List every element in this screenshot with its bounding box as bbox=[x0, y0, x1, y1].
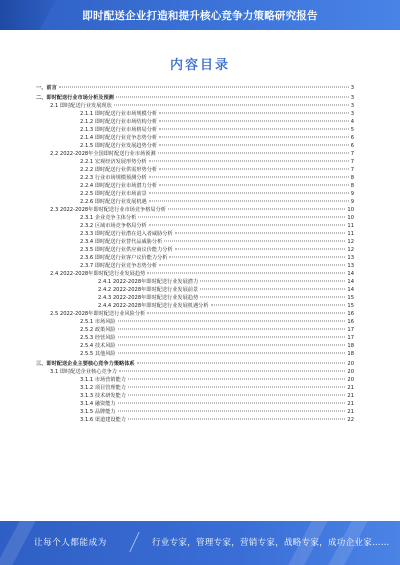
toc-leader-dots bbox=[159, 145, 349, 146]
toc-leader-dots bbox=[200, 297, 345, 298]
toc-entry-page: 14 bbox=[347, 271, 354, 277]
toc-entry-label: 二、即时配送行业市场分析及预测 bbox=[36, 95, 114, 101]
toc-leader-dots bbox=[147, 273, 345, 274]
toc-leader-dots bbox=[147, 313, 345, 314]
toc-entry-page: 16 bbox=[347, 311, 354, 317]
toc-entry[interactable] bbox=[36, 400, 354, 408]
toc-entry[interactable] bbox=[36, 254, 354, 262]
toc-entry[interactable] bbox=[36, 286, 354, 294]
toc-entry[interactable] bbox=[36, 334, 354, 342]
toc-entry-page: 21 bbox=[347, 409, 354, 415]
toc-leader-dots bbox=[175, 233, 346, 234]
toc-entry-page: 22 bbox=[347, 417, 354, 423]
toc-leader-dots bbox=[175, 249, 346, 250]
toc-entry[interactable] bbox=[36, 318, 354, 326]
toc-entry[interactable] bbox=[36, 222, 354, 230]
toc-entry[interactable] bbox=[36, 190, 354, 198]
toc-entry-page: 5 bbox=[350, 127, 354, 133]
toc-entry-label: 三、即时配送企业主要核心竞争力策略体系 bbox=[36, 361, 135, 367]
toc-entry-label: 3.1 即时配送企业核心竞争力 bbox=[50, 369, 117, 375]
toc-entry[interactable] bbox=[36, 166, 354, 174]
toc-entry-page: 9 bbox=[350, 191, 354, 197]
toc-entry-page: 3 bbox=[350, 95, 354, 101]
toc-entry[interactable] bbox=[36, 126, 354, 134]
toc-entry[interactable] bbox=[36, 278, 354, 286]
toc-entry-page: 3 bbox=[350, 85, 354, 91]
toc-entry-page: 10 bbox=[347, 207, 354, 213]
toc-entry-page: 11 bbox=[347, 223, 354, 229]
toc-entry-label: 3.1.1 市场营销能力 bbox=[80, 377, 126, 383]
toc-entry-label: 3.1.2 项目管理能力 bbox=[80, 385, 126, 391]
toc-entry-label: 2.4.1 2022-2028年即时配送行业发展潜力 bbox=[98, 279, 199, 285]
toc-entry-page: 20 bbox=[347, 361, 354, 367]
toc-entry-page: 18 bbox=[347, 351, 354, 357]
toc-entry-page: 9 bbox=[350, 199, 354, 205]
toc-leader-dots bbox=[116, 97, 349, 98]
toc-entry[interactable] bbox=[36, 142, 354, 150]
toc-leader-dots bbox=[149, 201, 349, 202]
toc-entry-page: 3 bbox=[350, 103, 354, 109]
toc-entry-label: 2.2.5 即时配送行业市场前景 bbox=[80, 191, 147, 197]
toc-leader-dots bbox=[128, 395, 345, 396]
toc-entry[interactable] bbox=[36, 270, 354, 278]
toc-entry-label: 2.5.1 市场风险 bbox=[80, 319, 116, 325]
toc-entry-page: 3 bbox=[350, 111, 354, 117]
toc-leader-dots bbox=[118, 329, 346, 330]
toc-entry-label: 2.2.6 即时配送行业发展机遇 bbox=[80, 199, 147, 205]
toc-entry-page: 7 bbox=[350, 159, 354, 165]
toc-entry-page: 10 bbox=[347, 215, 354, 221]
toc-entry[interactable] bbox=[36, 376, 354, 384]
toc-entry[interactable] bbox=[36, 368, 354, 376]
toc-leader-dots bbox=[128, 379, 345, 380]
toc-entry[interactable] bbox=[36, 238, 354, 246]
toc-entry-label: 2.1.5 即时配送行业发展趋势分析 bbox=[80, 143, 158, 149]
toc-entry[interactable] bbox=[36, 84, 354, 92]
toc-entry-page: 15 bbox=[347, 303, 354, 309]
toc-entry-label: 一、前言 bbox=[36, 85, 57, 91]
toc-entry[interactable] bbox=[36, 392, 354, 400]
footer-slogan-right: 行业专家，管理专家，营销专家，战略专家，成功企业家…… bbox=[152, 538, 390, 548]
toc-leader-dots bbox=[169, 257, 345, 258]
toc-entry-page: 14 bbox=[347, 279, 354, 285]
toc-entry-page: 21 bbox=[347, 385, 354, 391]
toc-entry-page: 20 bbox=[347, 369, 354, 375]
toc-leader-dots bbox=[200, 281, 345, 282]
toc-entry-page: 14 bbox=[347, 287, 354, 293]
toc-entry-page: 8 bbox=[350, 183, 354, 189]
toc-entry-label: 2.5 2022-2028年即时配送行业风险分析 bbox=[50, 311, 146, 317]
toc-entry[interactable] bbox=[36, 360, 354, 368]
toc-entry-label: 2.1.1 即时配送行业市场规模分析 bbox=[80, 111, 158, 117]
toc-leader-dots bbox=[118, 321, 346, 322]
toc-entry-page: 17 bbox=[347, 335, 354, 341]
header-banner bbox=[0, 0, 400, 30]
toc-entry[interactable] bbox=[36, 384, 354, 392]
toc-leader-dots bbox=[158, 153, 349, 154]
toc-leader-dots bbox=[159, 129, 349, 130]
toc-leader-dots bbox=[137, 363, 346, 364]
toc-entry-page: 18 bbox=[347, 343, 354, 349]
toc-entry[interactable] bbox=[36, 302, 354, 310]
toc-entry-label: 2.3.4 即时配送行业替代品威胁分析 bbox=[80, 239, 163, 245]
toc-leader-dots bbox=[159, 121, 349, 122]
footer-stripe bbox=[0, 521, 36, 565]
toc-leader-dots bbox=[159, 137, 349, 138]
toc-leader-dots bbox=[118, 337, 346, 338]
toc-entry[interactable] bbox=[36, 198, 354, 206]
toc-entry[interactable] bbox=[36, 350, 354, 358]
toc-entry[interactable] bbox=[36, 326, 354, 334]
toc-leader-dots bbox=[128, 387, 345, 388]
toc-entry-page: 6 bbox=[350, 143, 354, 149]
table-of-contents bbox=[36, 84, 354, 424]
toc-leader-dots bbox=[119, 371, 345, 372]
toc-entry-label: 2.3.2 区域市场竞争格局分析 bbox=[80, 223, 147, 229]
toc-leader-dots bbox=[114, 105, 349, 106]
toc-entry-page: 12 bbox=[347, 247, 354, 253]
toc-entry-label: 2.3.5 即时配送行业供应商议价能力分析 bbox=[80, 247, 173, 253]
toc-entry-page: 15 bbox=[347, 295, 354, 301]
toc-entry-label: 2.1.3 即时配送行业市场格局分析 bbox=[80, 127, 158, 133]
toc-entry-label: 2.3.3 即时配送行业潜在进入者威胁分析 bbox=[80, 231, 173, 237]
toc-entry[interactable] bbox=[36, 262, 354, 270]
toc-entry-page: 7 bbox=[350, 151, 354, 157]
toc-entry-label: 2.2.1 宏观经济发展形势分析 bbox=[80, 159, 147, 165]
toc-entry-page: 13 bbox=[347, 263, 354, 269]
toc-entry-label: 3.1.3 技术研发能力 bbox=[80, 393, 126, 399]
toc-leader-dots bbox=[211, 305, 346, 306]
toc-entry-label: 2.3 2022-2028年即时配送行业市场竞争格局分析 bbox=[50, 207, 166, 213]
toc-leader-dots bbox=[149, 225, 346, 226]
toc-leader-dots bbox=[118, 345, 346, 346]
toc-entry-label: 2.2.3 行业市场规模预测分析 bbox=[80, 175, 147, 181]
toc-entry-page: 20 bbox=[347, 377, 354, 383]
toc-leader-dots bbox=[128, 419, 345, 420]
toc-entry[interactable] bbox=[36, 294, 354, 302]
toc-entry-page: 21 bbox=[347, 401, 354, 407]
toc-entry-label: 2.5.5 其他风险 bbox=[80, 351, 116, 357]
toc-entry-page: 21 bbox=[347, 393, 354, 399]
toc-entry[interactable] bbox=[36, 310, 354, 318]
toc-leader-dots bbox=[149, 161, 349, 162]
toc-entry-page: 13 bbox=[347, 255, 354, 261]
toc-leader-dots bbox=[59, 87, 349, 88]
toc-entry-label: 2.5.2 政策风险 bbox=[80, 327, 116, 333]
toc-leader-dots bbox=[159, 185, 349, 186]
toc-entry-label: 2.4.2 2022-2028年即时配送行业发展前景 bbox=[98, 287, 199, 293]
toc-entry[interactable] bbox=[36, 408, 354, 416]
toc-entry-label: 3.1.6 渠道建设能力 bbox=[80, 417, 126, 423]
toc-entry[interactable] bbox=[36, 206, 354, 214]
toc-leader-dots bbox=[159, 113, 349, 114]
header-decoration bbox=[0, 0, 56, 30]
toc-leader-dots bbox=[118, 353, 346, 354]
toc-entry-page: 16 bbox=[347, 319, 354, 325]
toc-leader-dots bbox=[118, 403, 346, 404]
toc-entry-label: 2.1.2 即时配送行业市场结构分析 bbox=[80, 119, 158, 125]
toc-entry-label: 3.1.4 融资能力 bbox=[80, 401, 116, 407]
toc-entry-label: 2.3.1 企业竞争主体分析 bbox=[80, 215, 137, 221]
toc-leader-dots bbox=[149, 193, 349, 194]
toc-entry[interactable] bbox=[36, 150, 354, 158]
footer-divider bbox=[129, 532, 148, 552]
toc-entry-label: 2.2.2 即时配送行业供需形势分析 bbox=[80, 167, 158, 173]
toc-entry-page: 6 bbox=[350, 135, 354, 141]
toc-entry[interactable] bbox=[36, 158, 354, 166]
toc-entry[interactable] bbox=[36, 174, 354, 182]
toc-leader-dots bbox=[200, 289, 345, 290]
toc-entry-label: 2.5.3 经营风险 bbox=[80, 335, 116, 341]
toc-leader-dots bbox=[118, 411, 346, 412]
toc-entry[interactable] bbox=[36, 416, 354, 424]
toc-leader-dots bbox=[168, 209, 345, 210]
toc-entry-label: 2.1 即时配送行业发展现状 bbox=[50, 103, 112, 109]
toc-entry[interactable] bbox=[36, 342, 354, 350]
toc-entry[interactable] bbox=[36, 134, 354, 142]
toc-entry[interactable] bbox=[36, 110, 354, 118]
toc-entry[interactable] bbox=[36, 102, 354, 110]
toc-entry-label: 2.4.4 2022-2028年即时配送行业发展机遇分析 bbox=[98, 303, 209, 309]
toc-leader-dots bbox=[138, 217, 345, 218]
toc-entry-page: 8 bbox=[350, 175, 354, 181]
document-title: 即时配送企业打造和提升核心竞争力策略研究报告 bbox=[82, 9, 318, 22]
toc-entry-label: 2.2.4 即时配送行业市场潜力分析 bbox=[80, 183, 158, 189]
toc-entry-page: 12 bbox=[347, 239, 354, 245]
toc-entry-label: 2.2 2022-2028年全国即时配送行业市场预测 bbox=[50, 151, 156, 157]
toc-entry-label: 3.1.5 品牌能力 bbox=[80, 409, 116, 415]
footer-banner bbox=[0, 521, 400, 565]
footer-slogan-left: 让每个人都能成为 bbox=[34, 538, 107, 548]
toc-entry-page: 7 bbox=[350, 167, 354, 173]
toc-leader-dots bbox=[159, 265, 345, 266]
toc-entry-label: 2.4 2022-2028年即时配送行业发展趋势 bbox=[50, 271, 146, 277]
toc-entry[interactable] bbox=[36, 230, 354, 238]
toc-entry-label: 2.3.6 即时配送行业客户议价能力分析 bbox=[80, 255, 168, 261]
toc-entry-page: 17 bbox=[347, 327, 354, 333]
toc-leader-dots bbox=[164, 241, 345, 242]
toc-entry[interactable] bbox=[36, 246, 354, 254]
toc-heading: 内容目录 bbox=[169, 58, 230, 73]
toc-entry-page: 11 bbox=[347, 231, 354, 237]
toc-entry-label: 2.5.4 技术风险 bbox=[80, 343, 116, 349]
toc-entry[interactable] bbox=[36, 182, 354, 190]
toc-entry-label: 2.4.3 2022-2028年即时配送行业发展趋势 bbox=[98, 295, 199, 301]
toc-leader-dots bbox=[149, 177, 349, 178]
toc-entry[interactable] bbox=[36, 214, 354, 222]
toc-entry-label: 2.1.4 即时配送行业竞争态势分析 bbox=[80, 135, 158, 141]
toc-entry[interactable] bbox=[36, 118, 354, 126]
toc-leader-dots bbox=[159, 169, 349, 170]
toc-entry-label: 2.3.7 即时配送行业竞争态势分析 bbox=[80, 263, 158, 269]
toc-entry-page: 4 bbox=[350, 119, 354, 125]
toc-entry[interactable] bbox=[36, 94, 354, 102]
